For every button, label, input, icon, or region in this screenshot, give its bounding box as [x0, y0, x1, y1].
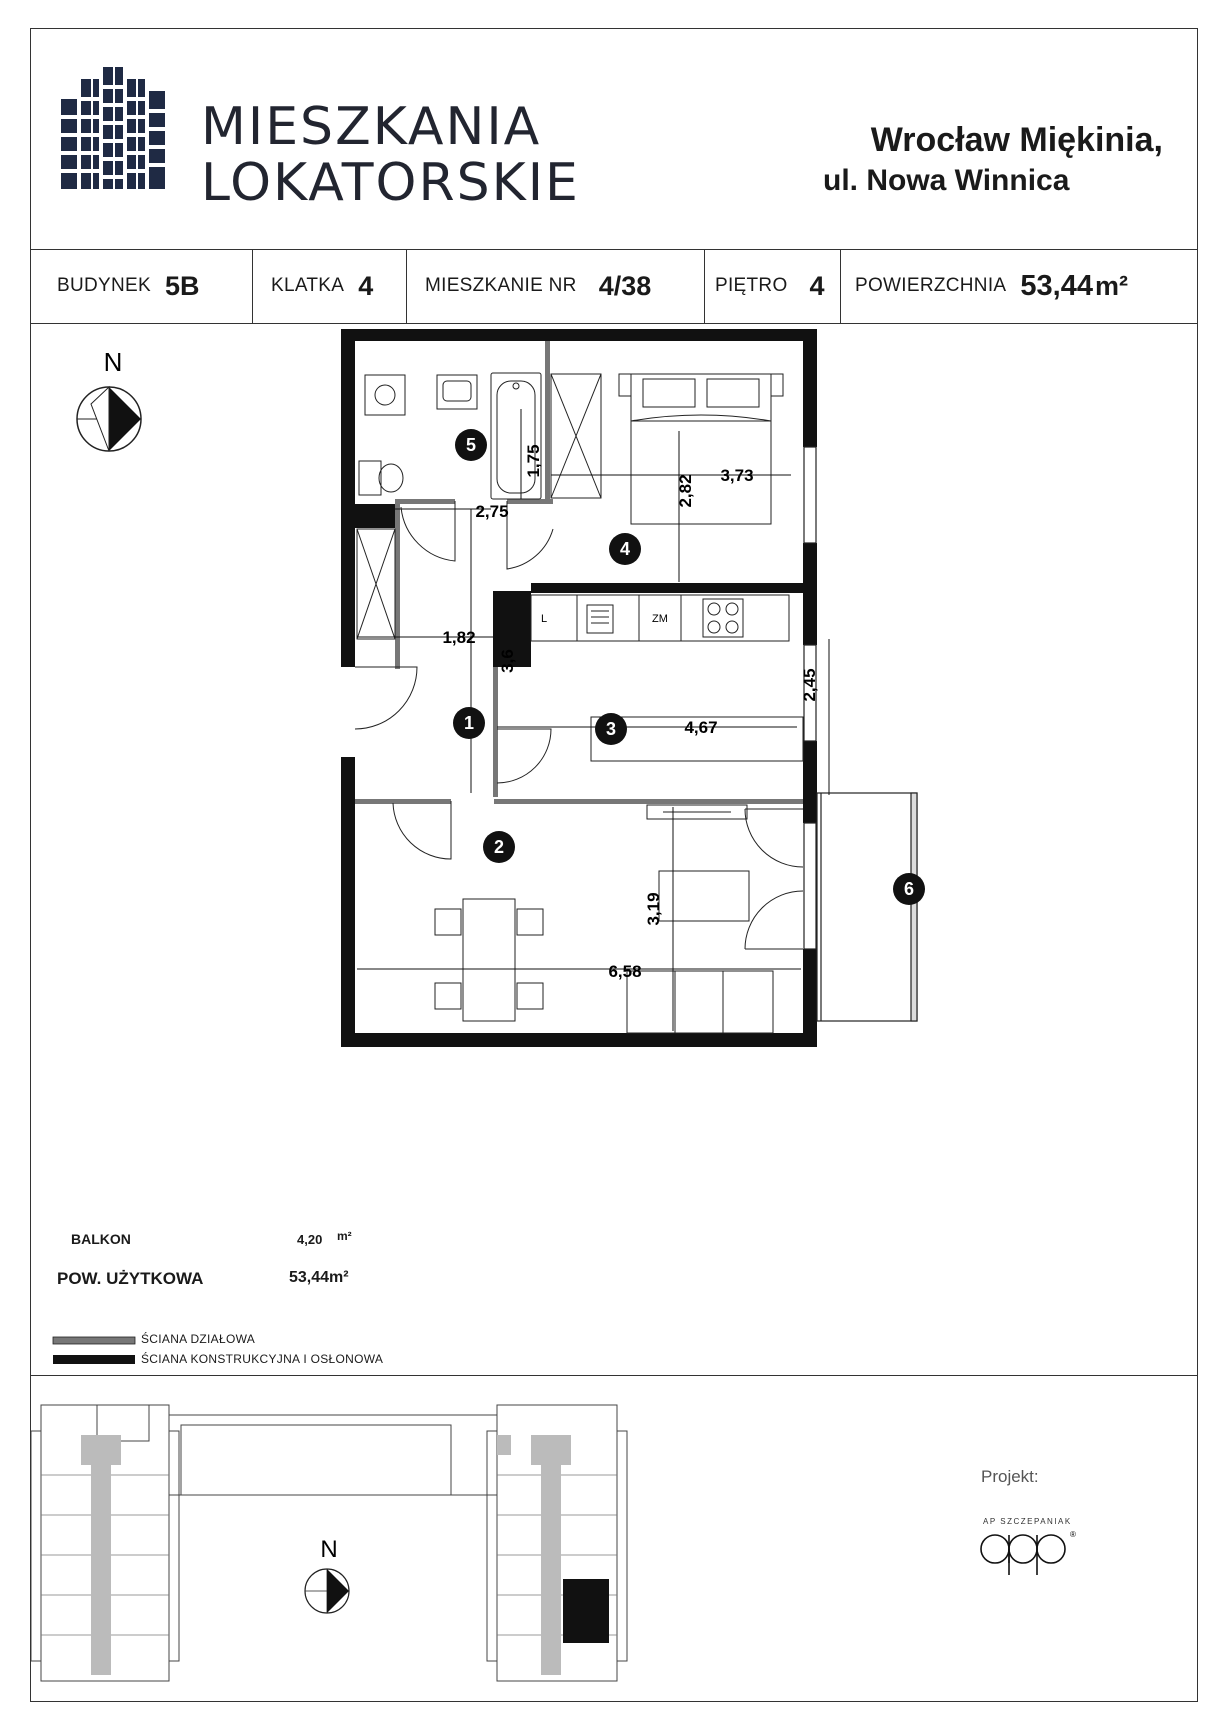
- legend-partition-label: ŚCIANA DZIAŁOWA: [141, 1332, 256, 1346]
- room-number-3: 3: [605, 719, 617, 739]
- stair-label: KLATKA: [271, 275, 345, 296]
- svg-text:®: ®: [1070, 1530, 1076, 1539]
- stair-value: 4: [358, 270, 374, 301]
- brand-line-2: LOKATORSKIE: [201, 153, 580, 213]
- dim-hall-height: 3,6: [498, 649, 517, 673]
- room-number-6: 6: [903, 879, 915, 899]
- projekt-label: Projekt:: [981, 1467, 1039, 1486]
- building-label: BUDYNEK: [57, 275, 151, 296]
- legend-structural-swatch: [53, 1355, 135, 1364]
- site-north-label: N: [320, 1536, 338, 1563]
- floor-plan: [31, 29, 1197, 1399]
- sink-label: L: [540, 613, 548, 625]
- designer-logo-icon: [977, 1527, 1077, 1577]
- floor-label: PIĘTRO: [715, 275, 788, 296]
- balcony-label: BALKON: [71, 1231, 131, 1247]
- address-street: ul. Nowa Winnica: [823, 164, 1070, 197]
- apartment-highlight: [563, 1579, 609, 1643]
- address-city: Wrocław Miękinia,: [870, 121, 1163, 159]
- balcony: [817, 793, 917, 1021]
- balcony-value: 4,20: [297, 1232, 323, 1247]
- north-label: N: [103, 347, 123, 377]
- room-number-1: 1: [463, 713, 475, 733]
- legend-structural-label: ŚCIANA KONSTRUKCYJNA I OSŁONOWA: [141, 1352, 384, 1366]
- dim-living-width: 6,58: [608, 962, 642, 981]
- fridge-label: ZM: [652, 613, 668, 625]
- usable-area-value: 53,44m²: [289, 1269, 349, 1286]
- building-value: 5B: [164, 270, 200, 301]
- usable-area-label: POW. UŻYTKOWA: [57, 1269, 204, 1288]
- dim-kitchen-width: 4,67: [684, 718, 718, 737]
- dim-bedroom-height: 2,82: [676, 474, 695, 508]
- dim-living-height: 3,19: [644, 892, 663, 926]
- dim-bedroom-width: 3,73: [720, 466, 754, 485]
- compass-icon: [77, 387, 141, 451]
- bedroom-furniture: [619, 374, 783, 524]
- doors: [355, 501, 803, 949]
- area-label: POWIERZCHNIA: [855, 275, 1007, 296]
- area-value: 53,44: [1020, 269, 1093, 302]
- dim-kitchen-height: 2,45: [800, 668, 819, 702]
- area-unit: m²: [1094, 270, 1128, 301]
- site-compass-icon: [305, 1569, 349, 1613]
- apartment-value: 4/38: [598, 270, 652, 301]
- balcony-unit: m²: [337, 1229, 352, 1243]
- dim-bath-width: 2,75: [475, 502, 509, 521]
- plan-sheet: [30, 28, 1198, 1702]
- legend-partition-swatch: [53, 1337, 135, 1344]
- apartment-label: MIESZKANIE NR: [425, 275, 577, 296]
- room-number-4: 4: [619, 539, 631, 559]
- dim-bath-height: 1,75: [524, 444, 543, 478]
- room-number-2: 2: [493, 837, 505, 857]
- dim-hall-width: 1,82: [442, 628, 476, 647]
- hall-wardrobe: [357, 529, 395, 639]
- brand-line-1: MIESZKANIA: [201, 97, 542, 157]
- floor-value: 4: [809, 270, 825, 301]
- designer-name: AP SZCZEPANIAK: [983, 1517, 1072, 1526]
- room-number-5: 5: [465, 435, 477, 455]
- partition-walls: [355, 341, 803, 804]
- site-key-plan: [31, 1375, 671, 1701]
